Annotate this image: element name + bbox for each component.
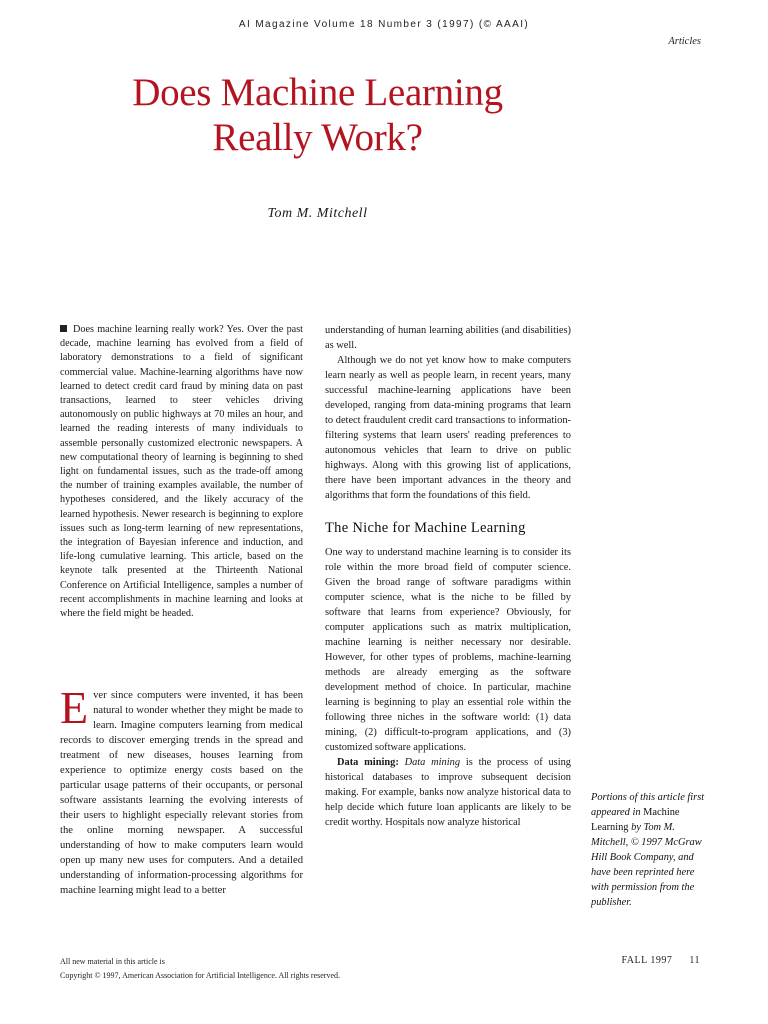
article-title-line-1: Does Machine Learning [132, 71, 503, 114]
sidenote-text-1: Portions of this article first appeared in [591, 792, 705, 818]
footer-copyright [60, 955, 340, 983]
footer-issue [621, 955, 700, 966]
article-title [60, 70, 575, 160]
data-mining-text: is the process of using historical databases to improve subsequent decision making. For example, banks now analyze historical data to help decide which future loan applicants are likely to be credit worthy. Hospitals now analyze historical [325, 757, 571, 828]
bullet-square-icon [60, 325, 67, 332]
right-column [325, 323, 571, 830]
article-title-line-2: Really Work? [212, 116, 423, 159]
section-heading-niche: The Niche for Machine Learning [325, 520, 526, 536]
drop-cap: E [60, 682, 89, 733]
intro-text: ver since computers were invented, it has been natural to wonder whether they might be made to learn. Imagine computers learning from medical records to discover emerging trends in the spread and treatment of new diseases, houses learning from experience to optimize energy costs based on the particular usage patterns of their occupants, or personal software assistants learning the evolving interests of their users to highlight especially relevant stories from the online morning newspaper. A successful understanding of how to make computers learn would open up many new uses for computers. And a detailed understanding of information-processing algorithms for machine learning might lead to a better [60, 690, 303, 896]
page-number: 11 [689, 955, 700, 966]
sidenote-book-title: Machine Learning [591, 807, 680, 833]
right-paragraph-1: understanding of human learning abilities (and disabilities) as well. [325, 325, 571, 351]
journal-header: AI Magazine Volume 18 Number 3 (1997) (© AAAI) [238, 19, 530, 30]
abstract-text: Does machine learning really work? Yes. Over the past decade, machine learning has evolved from a field of laboratory demonstrations to a field of significant commercial value. Machine-learning algorithms have now learned to detect credit card fraud by mining data on past transactions, learned to steer vehicles driving autonomously on public highways at 70 miles an hour, and learned the reading interests of many individuals to assemble personally customized electronic newspapers. A new computational theory of learning is beginning to shed light on fundamental issues, such as the trade-off among the number of training examples available, the number of hypotheses considered, and the likely accuracy of the learned hypothesis. Newer research is beginning to explore issues such as long-term learning of new representations, the integration of Bayesian inference and induction, and life-long cumulative learning. This article, based on the keynote talk presented at the Thirteenth National Conference on Artificial Intelligence, samples a number of recent accomplishments in machine learning and looks at where the field might be headed. [60, 324, 303, 620]
intro-paragraph [60, 682, 303, 898]
sidenote [591, 790, 711, 910]
footer-note-line-1: All new material in this article is [60, 957, 165, 966]
intro-section [60, 682, 303, 898]
issue-label: FALL 1997 [621, 955, 673, 966]
right-paragraph-3: One way to understand machine learning is to consider its role within the more broad field of computer science. Given the broad range of software paradigms within computer science, what is the niche to be filled by software that learns from experience? Obviously, for computer applications such as matrix multiplication, machine learning is neither necessary nor desirable. However, for other types of problems, machine-learning methods are already emerging as the software development method of choice. In particular, machine learning is beginning to play an essential role within the following three niches in the software world: (1) data mining, (2) difficult-to-program applications, and (3) customized software applications. [325, 547, 571, 753]
abstract-paragraph [60, 323, 303, 621]
article-author: Tom M. Mitchell [267, 206, 368, 221]
footer-note-line-2: Copyright © 1997, American Association for Artificial Intelligence. All rights reserved. [60, 971, 341, 980]
data-mining-lead: Data mining: [337, 757, 399, 768]
sidenote-text-2: by Tom M. Mitchell, © 1997 McGraw Hill Book Company, and have been reprinted here with permission from the publisher. [591, 822, 702, 908]
right-paragraph-2: Although we do not yet know how to make computers learn nearly as well as people learn, in recent years, many successful machine-learning applications have been developed, ranging from data-mining programs that learn to detect fraudulent credit card transactions to information-filtering systems that learn users' reading preferences to autonomous vehicles that learn to drive on public highways. Along with this growing list of applications, there have been important advances in the theory and algorithms that form the foundations of this field. [325, 355, 571, 501]
right-paragraph-4 [325, 755, 571, 830]
section-label: Articles [668, 36, 701, 47]
data-mining-term: Data mining [404, 757, 461, 768]
abstract [60, 323, 303, 621]
